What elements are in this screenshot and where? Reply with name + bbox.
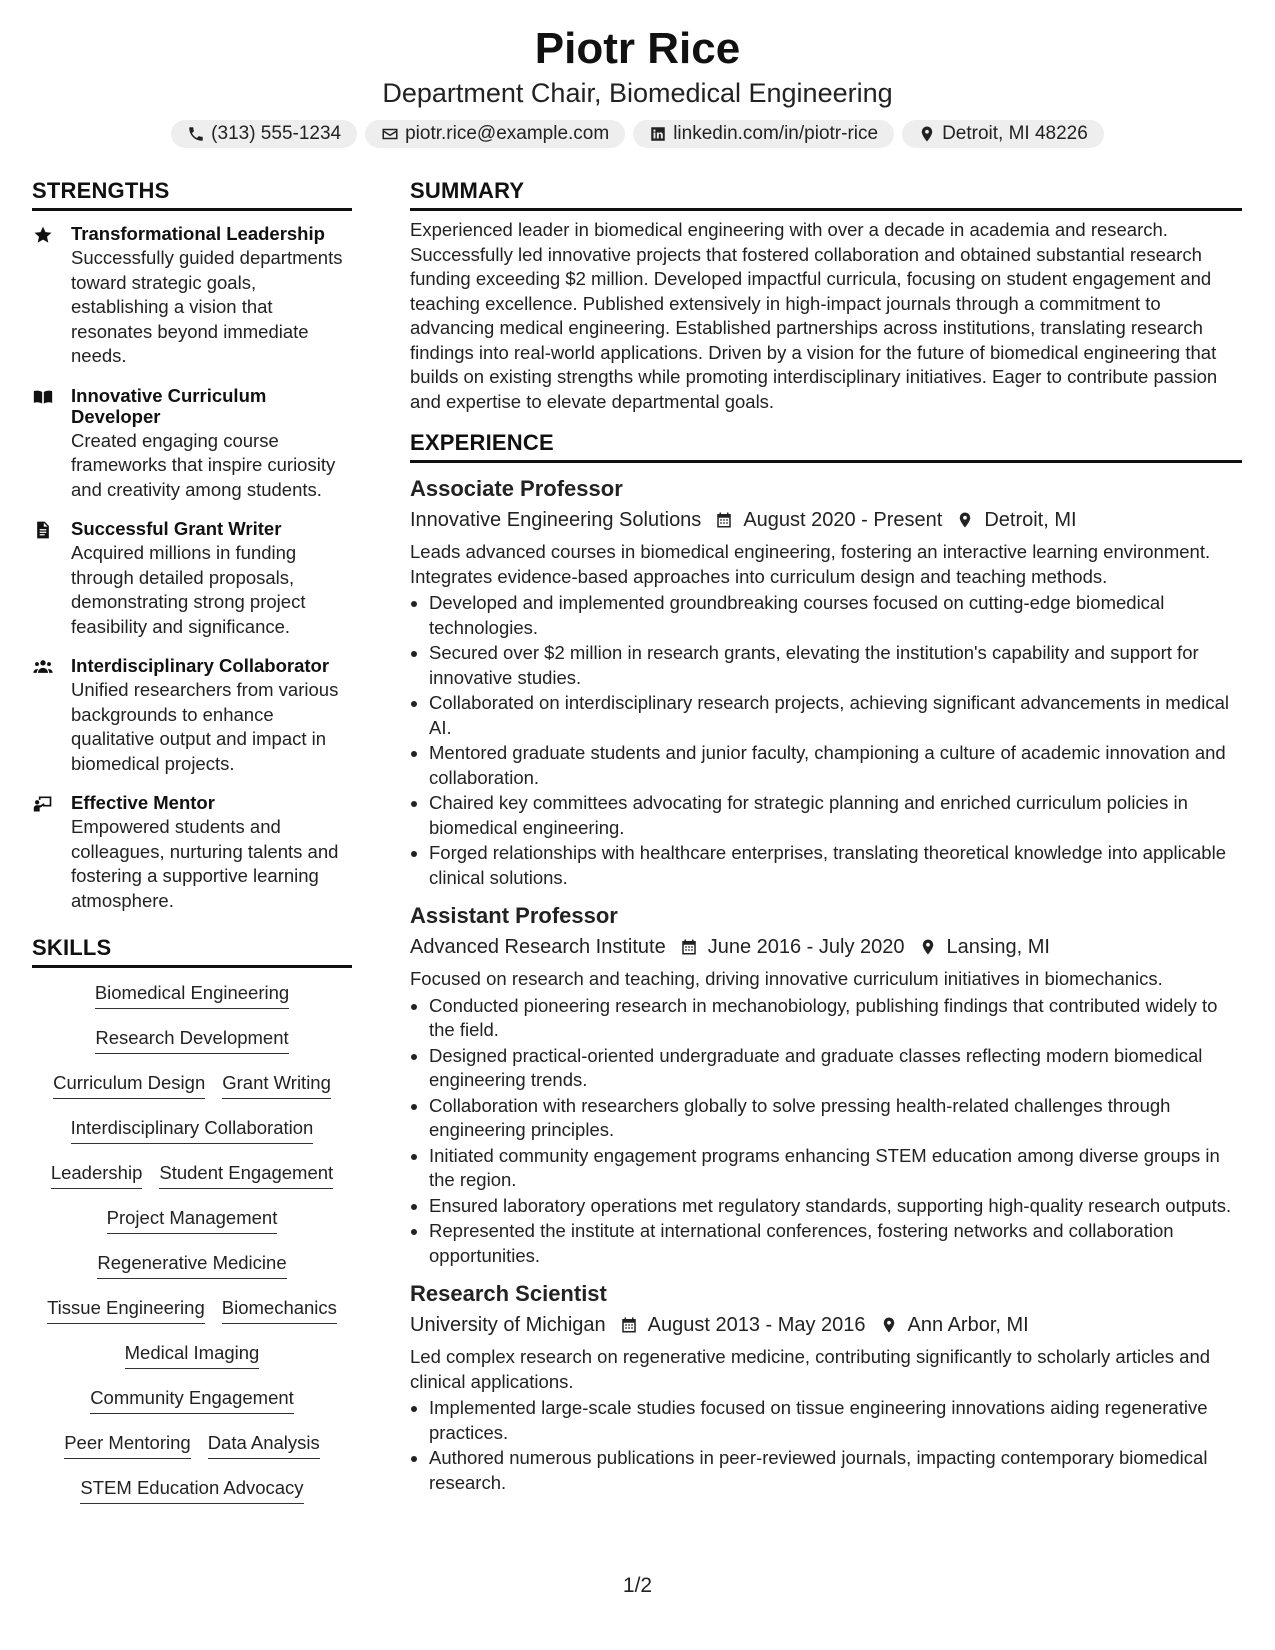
skill-tag: Biomedical Engineering	[95, 980, 289, 1009]
job-location: Lansing, MI	[946, 936, 1050, 958]
job-meta	[410, 932, 1242, 962]
job-company: University of Michigan	[410, 1314, 606, 1336]
strength-desc: Created engaging course frameworks that inspire curiosity and creativity among students.	[71, 429, 336, 500]
job-location: Ann Arbor, MI	[907, 1314, 1029, 1336]
job-dates: August 2020 - Present	[743, 509, 943, 531]
map-pin-icon	[918, 125, 936, 143]
bullet-item: • Chaired key committees advocating for strategic planning and enriched curriculum policies in biomedical engineering.	[429, 791, 1242, 840]
bullet-item: • Collaboration with researchers globally to solve pressing health-related challenges through engineering principles.	[429, 1094, 1242, 1143]
bullet-item: • Developed and implemented groundbreaking courses focused on cutting-edge biomedical technologies.	[429, 591, 1242, 640]
strength-title: Successful Grant Writer	[71, 518, 282, 539]
skill-row	[32, 1430, 352, 1475]
skill-tag: Student Engagement	[159, 1160, 333, 1189]
bullet-item: • Represented the institute at international conferences, fostering networks and collaboration opportunities.	[429, 1219, 1242, 1268]
skill-tag: Community Engagement	[90, 1385, 294, 1414]
strength-item	[32, 385, 352, 503]
strength-desc: Acquired millions in funding through detailed proposals, demonstrating strong project feasibility and significance.	[71, 542, 306, 637]
phone-contact[interactable]	[171, 120, 357, 148]
calendar-icon	[620, 1315, 638, 1335]
skill-tag: Project Management	[107, 1205, 278, 1234]
strength-item	[32, 518, 352, 639]
skill-tag: Research Development	[95, 1025, 288, 1054]
summary-heading: SUMMARY	[410, 178, 1242, 211]
skill-tag: Curriculum Design	[53, 1070, 205, 1099]
job-company: Innovative Engineering Solutions	[410, 509, 702, 531]
location-contact	[902, 120, 1104, 148]
skills-heading: SKILLS	[32, 935, 352, 968]
users-icon	[32, 657, 54, 677]
skill-tag: Biomechanics	[222, 1295, 337, 1324]
calendar-icon	[680, 937, 698, 957]
strength-item	[32, 655, 352, 776]
bullet-item: • Initiated community engagement programs enhancing STEM education among diverse groups in the region.	[429, 1144, 1242, 1193]
job-description: Focused on research and teaching, driving innovative curriculum initiatives in biomechanics.	[410, 968, 1163, 989]
skill-tag: STEM Education Advocacy	[80, 1475, 303, 1504]
skill-row	[32, 1385, 352, 1430]
document-icon	[32, 520, 54, 540]
strength-desc: Empowered students and colleagues, nurturing talents and fostering a supportive learning atmosphere.	[71, 816, 339, 911]
email-contact[interactable]	[365, 120, 625, 148]
skill-tag: Interdisciplinary Collaboration	[71, 1115, 314, 1144]
job-location: Detroit, MI	[984, 509, 1077, 531]
teacher-icon	[32, 794, 54, 814]
book-open-icon	[32, 387, 54, 407]
linkedin-contact[interactable]	[633, 120, 894, 148]
phone-text: (313) 555-1234	[211, 123, 342, 144]
strength-desc: Successfully guided departments toward strategic goals, establishing a vision that resonates beyond immediate needs.	[71, 247, 343, 366]
linkedin-text: linkedin.com/in/piotr-rice	[673, 123, 879, 144]
job-title: Research Scientist	[410, 1281, 607, 1306]
skill-tag: Peer Mentoring	[64, 1430, 190, 1459]
job-company: Advanced Research Institute	[410, 936, 666, 958]
bullet-item: • Authored numerous publications in peer-reviewed journals, impacting contemporary biomedical research.	[429, 1446, 1242, 1495]
calendar-icon	[715, 510, 733, 530]
bullet-item: • Mentored graduate students and junior faculty, championing a culture of academic innovation and collaboration.	[429, 741, 1242, 790]
candidate-title: Department Chair, Biomedical Engineering	[382, 78, 893, 108]
right-column	[410, 178, 1242, 1507]
skill-row	[32, 1475, 352, 1520]
page-number: 1/2	[622, 1574, 653, 1597]
resume-header	[0, 22, 1275, 148]
location-text: Detroit, MI 48226	[942, 123, 1088, 144]
bullet-item: • Conducted pioneering research in mechanobiology, publishing findings that contributed widely to the field.	[429, 994, 1242, 1043]
bullet-item: • Implemented large-scale studies focused on tissue engineering innovations aiding regenerative practices.	[429, 1396, 1242, 1445]
skill-tag: Leadership	[51, 1160, 143, 1189]
bullet-item: • Ensured laboratory operations met regulatory standards, supporting high-quality research outputs.	[429, 1194, 1242, 1219]
linkedin-icon	[649, 125, 667, 143]
star-icon	[32, 225, 54, 245]
bullet-item: • Secured over $2 million in research grants, elevating the institution's capability and support for innovative studies.	[429, 641, 1242, 690]
strength-item	[32, 223, 352, 369]
strength-item	[32, 792, 352, 913]
strengths-heading: STRENGTHS	[32, 178, 352, 211]
skill-row	[32, 1115, 352, 1160]
skill-tag: Medical Imaging	[125, 1340, 260, 1369]
strength-title: Effective Mentor	[71, 792, 215, 813]
email-text: piotr.rice@example.com	[405, 123, 610, 144]
envelope-icon	[381, 125, 399, 143]
job-title: Associate Professor	[410, 476, 623, 501]
job-bullets	[410, 1396, 1242, 1495]
map-pin-icon	[880, 1315, 898, 1335]
job-meta	[410, 1310, 1242, 1340]
job-entry	[410, 902, 1242, 1268]
strength-desc: Unified researchers from various backgrounds to enhance qualitative output and impact in biomedical projects.	[71, 679, 339, 774]
job-entry	[410, 475, 1242, 890]
job-bullets	[410, 994, 1242, 1269]
skill-tag: Data Analysis	[208, 1430, 320, 1459]
job-dates: June 2016 - July 2020	[707, 936, 905, 958]
skill-row	[32, 1340, 352, 1385]
bullet-item: • Designed practical-oriented undergraduate and graduate classes reflecting modern biomedical engineering trends.	[429, 1044, 1242, 1093]
skills-list	[32, 980, 352, 1520]
skill-row	[32, 1295, 352, 1340]
skill-tag: Grant Writing	[222, 1070, 331, 1099]
job-meta	[410, 505, 1242, 535]
map-pin-icon	[919, 937, 937, 957]
strength-title: Innovative Curriculum Developer	[71, 384, 267, 427]
job-dates: August 2013 - May 2016	[647, 1314, 866, 1336]
map-pin-icon	[956, 510, 974, 530]
job-description: Leads advanced courses in biomedical engineering, fostering an interactive learning environment. Integrates evidence-based approaches into curriculum design and teaching methods.	[410, 541, 1211, 587]
skill-row	[32, 1070, 352, 1115]
skill-row	[32, 1205, 352, 1250]
experience-heading: EXPERIENCE	[410, 430, 1242, 463]
skill-row	[32, 980, 352, 1025]
bullet-item: • Forged relationships with healthcare enterprises, translating theoretical knowledge into applicable clinical solutions.	[429, 841, 1242, 890]
skill-row	[32, 1025, 352, 1070]
job-bullets	[410, 591, 1242, 890]
contact-bar	[0, 120, 1275, 148]
strength-title: Interdisciplinary Collaborator	[71, 655, 330, 676]
experience-list	[410, 475, 1242, 1495]
strength-title: Transformational Leadership	[71, 223, 325, 244]
job-title: Assistant Professor	[410, 903, 618, 928]
candidate-name: Piotr Rice	[534, 24, 741, 73]
job-description: Led complex research on regenerative medicine, contributing significantly to scholarly articles and clinical applications.	[410, 1346, 1211, 1392]
skill-tag: Regenerative Medicine	[97, 1250, 286, 1279]
summary-text: Experienced leader in biomedical engineering with over a decade in academia and research. Successfully led innovative projects that fostered collaboration and obtained substantial research funding exceeding $2 million. Developed impactful curricula, focusing on student engagement and teaching excellence. Published extensively in high-impact journals through a commitment to advancing medical engineering. Established partnerships across institutions, translating research findings into real-world applications. Driven by a vision for the future of biomedical engineering that builds on existing strengths while promoting interdisciplinary initiatives. Eager to contribute passion and expertise to elevate departmental goals.	[410, 219, 1218, 412]
phone-icon	[187, 125, 205, 143]
skill-row	[32, 1160, 352, 1205]
left-column	[32, 178, 352, 1520]
bullet-item: • Collaborated on interdisciplinary research projects, achieving significant advancements in medical AI.	[429, 691, 1242, 740]
skill-row	[32, 1250, 352, 1295]
skill-tag: Tissue Engineering	[47, 1295, 205, 1324]
job-entry	[410, 1280, 1242, 1495]
